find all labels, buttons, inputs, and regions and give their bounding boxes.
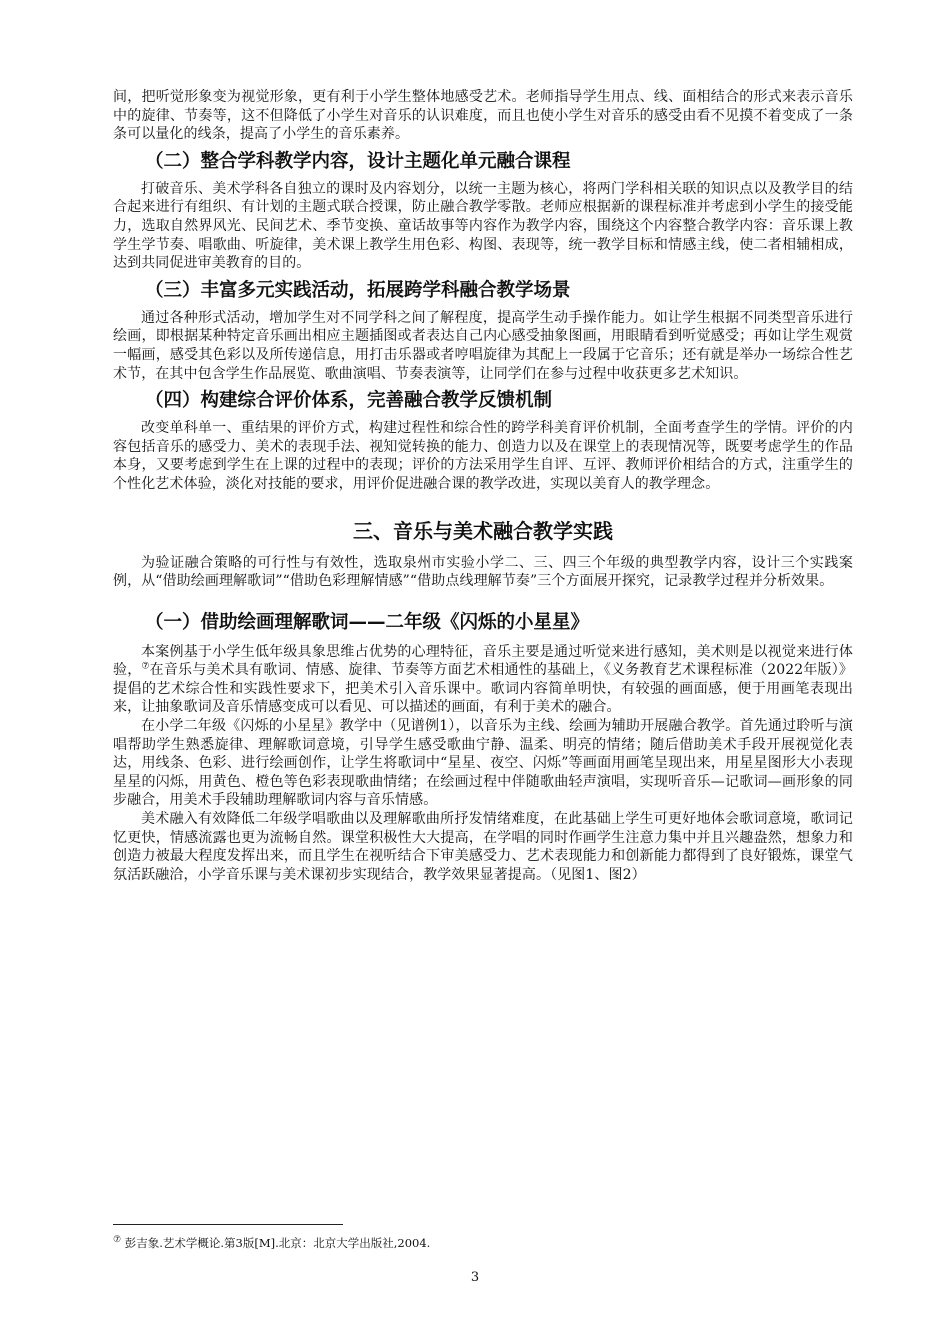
paragraph: 美术融入有效降低二年级学唱歌曲以及理解歌曲所抒发情绪难度，在此基础上学生可更好地体会歌词意境，歌词记忆更快，情感流露也更为流畅自然。课堂积极性大大提高，在学唱的同时作画学生注意力集中并且兴趣盎然，想象力和创造力被最大程度发挥出来，而且学生在视听结合下审美感受力、艺术表现能力和创新能力都得到了良好锻炼，课堂气氛活跃融洽，小学音乐课与美术课初步实现结合，教学效果显著提高。（见图1、图2） (113, 811, 853, 883)
section-heading-4: （四）构建综合评价体系，完善融合教学反馈机制 (145, 390, 553, 412)
main-text (113, 88, 853, 884)
section-heading-2: （二）整合学科教学内容，设计主题化单元融合课程 (145, 150, 571, 172)
paragraph: 在小学二年级《闪烁的小星星》教学中（见谱例1），以音乐为主线、绘画为辅助开展融合教学。首先通过聆听与演唱帮助学生熟悉旋律、理解歌词意境，引导学生感受歌曲宁静、温柔、明亮的情绪；随后借助美术手段开展视觉化表达，用线条、色彩、进行绘画创作，让学生将歌词中“星星、夜空、闪烁”等画面用画笔呈现出来，用星星图形大小表现星星的闪烁，用黄色、橙色等色彩表现歌曲情绪；在绘画过程中伴随歌曲轻声演唱，实现听音乐—记歌词—画形象的同步融合，用美术手段辅助理解歌词内容与音乐情感。 (113, 718, 853, 809)
paragraph-with-footnote (113, 643, 853, 717)
page-number: 3 (470, 1270, 480, 1285)
chapter-heading: 三、音乐与美术融合教学实践 (353, 518, 613, 543)
paragraph: 改变单科单一、重结果的评价方式，构建过程性和综合性的跨学科美育评价机制，全面考查学生的学情。评价的内容包括音乐的感受力、美术的表现手法、视知觉转换的能力、创造力以及在课堂上的表现情况等，既要考虑学生的作品本身，又要考虑到学生在上课的过程中的表现；评价的方法采用学生自评、互评、教师评价相结合的方式，注重学生的个性化艺术体验，淡化对技能的要求，用评价促进融合课的教学改进，实现以美育人的教学理念。 (113, 420, 853, 492)
paragraph-continued: 间，把听觉形象变为视觉形象，更有利于小学生整体地感受艺术。老师指导学生用点、线、面相结合的形式来表示音乐中的旋律、节奏等，这不但降低了小学生对音乐的认识难度，而且也使小学生对音乐的感受由看不见摸不着变成了一条条可以量化的线条，提高了小学生的音乐素养。 (113, 89, 853, 143)
footnote-mark: ⑦ (113, 1235, 122, 1246)
paragraph: 为验证融合策略的可行性与有效性，选取泉州市实验小学二、三、四三个年级的典型教学内容，设计三个实践案例，从“借助绘画理解歌词”“借助色彩理解情感”“借助点线理解节奏”三个方面展开探究，记录教学过程并分析效果。 (113, 554, 853, 590)
paragraph-text-part2: 在音乐与美术具有歌词、情感、旋律、节奏等方面艺术相通性的基础上，《义务教育艺术课程标准（2022年版）》提倡的艺术综合性和实践性要求下，把美术引入音乐课中。歌词内容简单明快，有较强的画面感，便于用画笔表现出来，让抽象歌词及音乐情感变成可以看见、可以描述的画面，有利于美术的融合。 (113, 662, 853, 716)
section-heading-5: （一）借助绘画理解歌词——二年级《闪烁的小星星》 (145, 611, 590, 633)
footnote-text: 彭吉象.艺术学概论.第3版[M].北京：北京大学出版社,2004. (124, 1236, 431, 1250)
paragraph: 通过各种形式活动，增加学生对不同学科之间了解程度，提高学生动手操作能力。如让学生根据不同类型音乐进行绘画，即根据某种特定音乐画出相应主题插图或者表达自己内心感受抽象图画，用眼睛看到听觉感受；再如让学生观赏一幅画，感受其色彩以及所传递信息，用打击乐器或者哼唱旋律为其配上一段属于它音乐；还有就是举办一场综合性艺术节，在其中包含学生作品展览、歌曲演唱、节奏表演等，让同学们在参与过程中收获更多艺术知识。 (113, 309, 853, 382)
paragraph-text-part1: 本案例基于小学生低年级具象思维占优势的心理特征，音乐主要是通过听觉来进行感知，美术则是以视觉来进行体验， (113, 643, 853, 679)
section-heading-3: （三）丰富多元实践活动，拓展跨学科融合教学场景 (145, 279, 571, 301)
paragraph: 打破音乐、美术学科各自独立的课时及内容划分，以统一主题为核心，将两门学科相关联的知识点以及教学目的结合起来进行有组织、有计划的主题式联合授课，防止融合教学零散。老师应根据新的课程标准并考虑到小学生的接受能力，选取自然界风光、民间艺术、季节变换、童话故事等内容作为教学内容，围绕这个内容整合教学内容：音乐课上教学生学节奏、唱歌曲、听旋律，美术课上教学生用色彩、构图、表现等，统一教学目标和情感主线，使二者相辅相成，达到共同促进审美教育的目的。 (113, 180, 853, 272)
footnote-divider (113, 1224, 343, 1225)
footnote-reference[interactable]: ⑦ (141, 661, 150, 672)
footnote (113, 1236, 853, 1251)
